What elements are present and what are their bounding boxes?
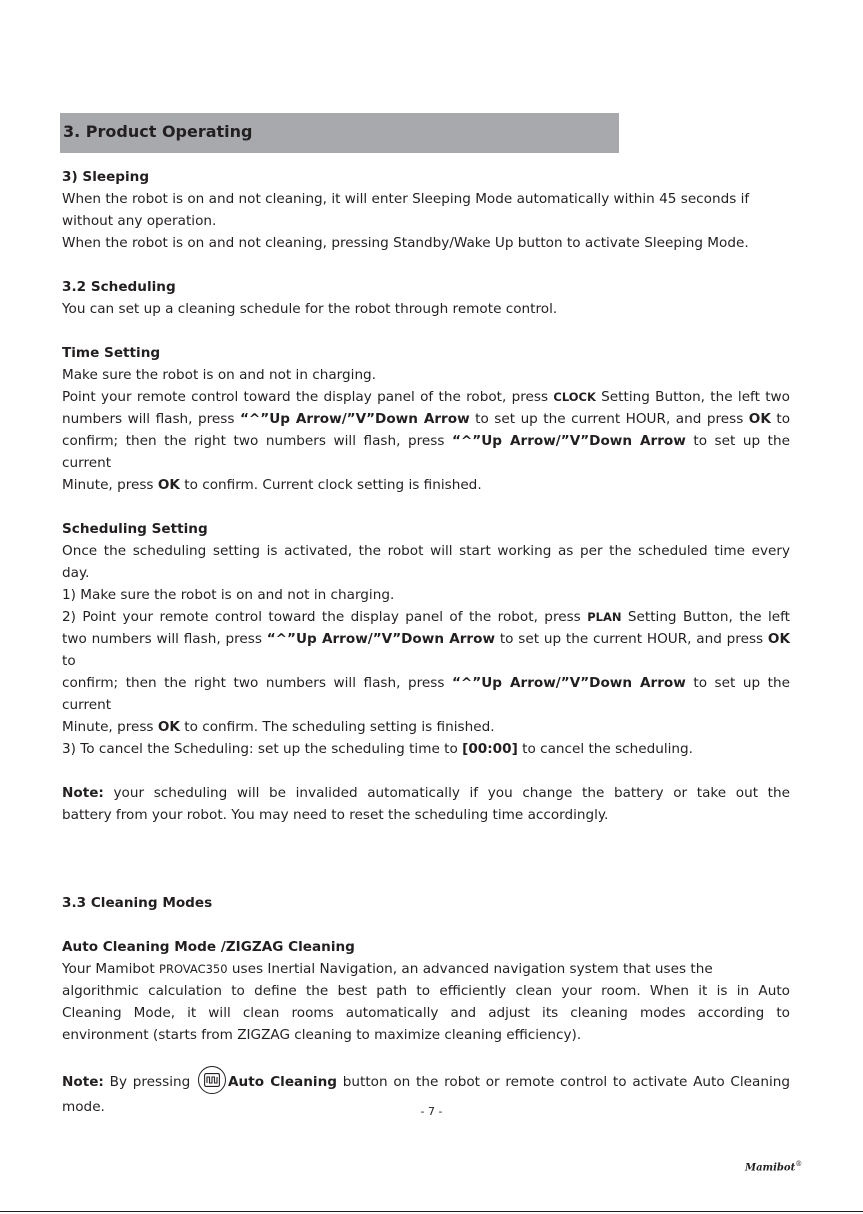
- scheduling-setting-line-1: Once the scheduling setting is activated, the robot will start working as per the scheduled time every: [62, 543, 790, 559]
- scheduling-setting-line-7: Minute, press OK to confirm. The scheduling setting is finished.: [62, 719, 495, 735]
- scheduling-setting-line-8: 3) To cancel the Scheduling: set up the scheduling time to [00:00] to cancel the scheduling.: [62, 741, 693, 757]
- cleaning-modes-line-3: Cleaning Mode, it will clean rooms automatically and adjust its cleaning modes according to: [62, 1005, 790, 1021]
- time-setting-line-1: Make sure the robot is on and not in charging.: [62, 367, 377, 383]
- scheduling-setting-line-4: 2) Point your remote control toward the display panel of the robot, press PLAN Setting Button, the left: [62, 609, 791, 625]
- sleeping-text-1b: without any operation.: [62, 213, 217, 229]
- note-2-line-1: Note: By pressing Auto Cleaning button on the robot or remote control to activate Auto Cleaning: [62, 1068, 790, 1096]
- cleaning-modes-line-4: environment (starts from ZIGZAG cleaning to maximize cleaning efficiency).: [62, 1027, 582, 1043]
- scheduling-setting-heading: Scheduling Setting: [62, 521, 208, 537]
- cleaning-modes-line-2: algorithmic calculation to define the best path to efficiently clean your room. When it is in Auto: [62, 983, 790, 999]
- scheduling-setting-line-5: two numbers will flash, press “^”Up Arrow/”V”Down Arrow to set up the current HOUR, and press OK to: [62, 631, 791, 669]
- time-setting-heading: Time Setting: [62, 345, 161, 361]
- scheduling-intro: You can set up a cleaning schedule for the robot through remote control.: [62, 301, 558, 317]
- sleeping-heading: 3) Sleeping: [62, 169, 150, 185]
- page-number: - 7 -: [420, 1105, 443, 1118]
- note-1-line-1: Note: your scheduling will be invalided automatically if you change the battery or take out the: [62, 785, 790, 801]
- cleaning-modes-line-1: Your Mamibot PROVAC350 uses Inertial Navigation, an advanced navigation system that uses the: [62, 961, 713, 977]
- scheduling-setting-line-2: day.: [62, 565, 90, 581]
- scheduling-heading: 3.2 Scheduling: [62, 279, 176, 295]
- cleaning-modes-heading: 3.3 Cleaning Modes: [62, 895, 213, 911]
- time-setting-line-3: numbers will flash, press “^”Up Arrow/”V”Down Arrow to set up the current HOUR, and press OK to: [62, 411, 791, 427]
- auto-cleaning-heading: Auto Cleaning Mode /ZIGZAG Cleaning: [62, 939, 355, 955]
- note-2-line-2: mode.: [62, 1099, 105, 1115]
- note-1-line-2: battery from your robot. You may need to reset the scheduling time accordingly.: [62, 807, 609, 823]
- time-setting-line-5: Minute, press OK to confirm. Current clock setting is finished.: [62, 477, 482, 493]
- time-setting-line-4: confirm; then the right two numbers will flash, press “^”Up Arrow/”V”Down Arrow to set up the current: [62, 433, 790, 471]
- section-header-bar: [60, 113, 619, 153]
- sleeping-text-1a: When the robot is on and not cleaning, it will enter Sleeping Mode automatically within 45 seconds if: [62, 191, 750, 207]
- sleeping-text-2: When the robot is on and not cleaning, pressing Standby/Wake Up button to activate Sleeping Mode.: [62, 235, 749, 251]
- brand-logo: Mamibot®: [745, 1160, 803, 1174]
- scheduling-setting-line-6: confirm; then the right two numbers will flash, press “^”Up Arrow/”V”Down Arrow to set up the current: [62, 675, 790, 713]
- auto-cleaning-icon: [198, 1066, 226, 1094]
- document-body: [62, 166, 790, 1118]
- scheduling-setting-line-3: 1) Make sure the robot is on and not in charging.: [62, 587, 395, 603]
- time-setting-line-2: Point your remote control toward the display panel of the robot, press CLOCK Setting Button, the left two: [62, 389, 790, 405]
- section-title: 3. Product Operating: [63, 122, 253, 141]
- bottom-divider: [0, 1211, 863, 1212]
